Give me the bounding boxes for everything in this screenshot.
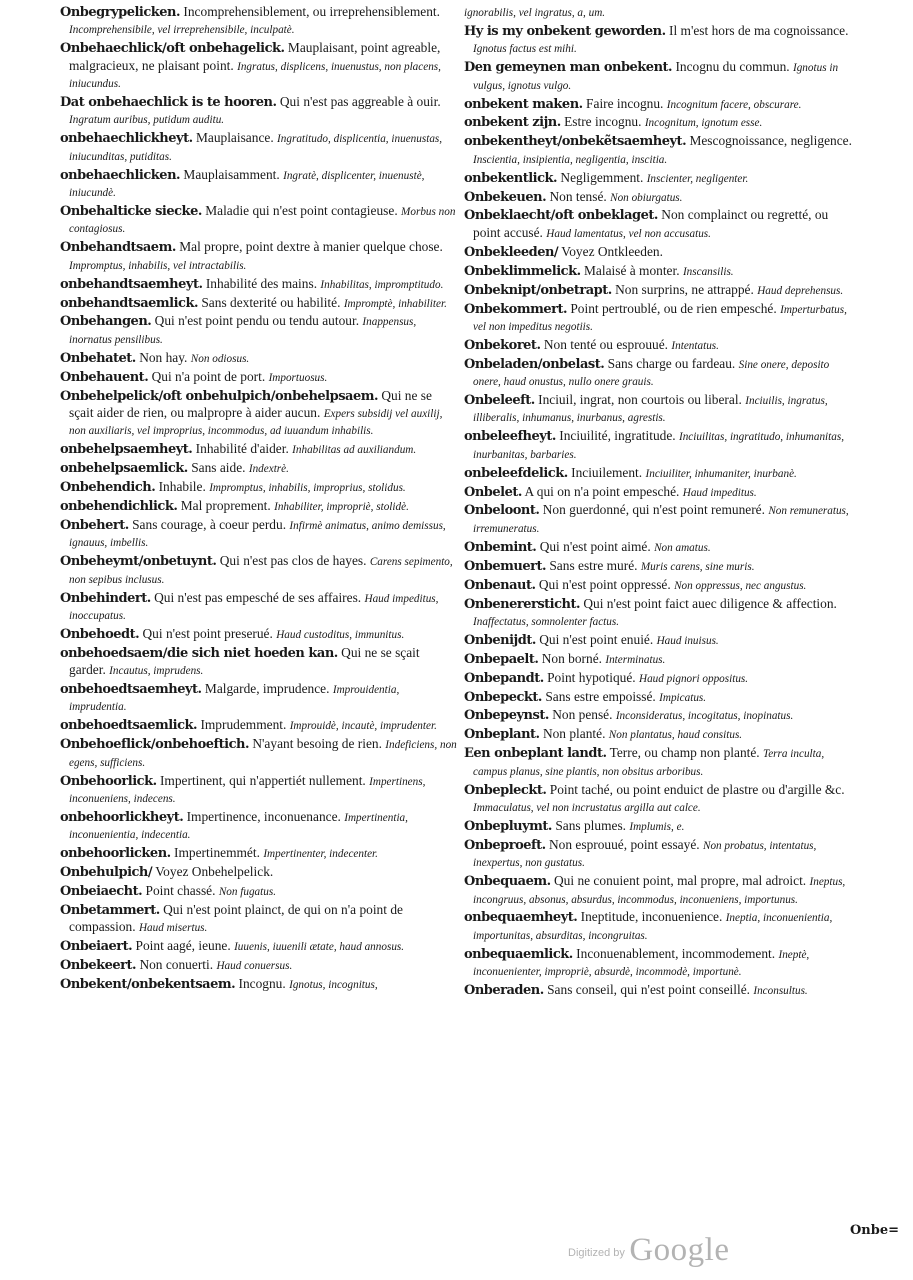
latin-gloss: Impertinens, inconueniens, indecens. <box>69 775 426 805</box>
dictionary-entry <box>60 350 458 367</box>
headword: Onbehulpich/ <box>60 865 153 881</box>
latin-gloss: Haud lamentatus, vel non accusatus. <box>546 227 711 240</box>
dictionary-entry <box>464 502 858 537</box>
french-gloss: Qui n'est point plainct, de qui on n'a point de compassion. <box>69 901 403 935</box>
latin-gloss: Haud deprehensus. <box>757 284 844 297</box>
french-gloss: Inhabile. <box>158 479 206 495</box>
latin-gloss: Impertinenter, indecenter. <box>263 848 378 861</box>
dictionary-entry <box>60 773 458 808</box>
dictionary-entry <box>60 276 458 293</box>
french-gloss: Sans aide. <box>191 460 246 476</box>
french-gloss: Mauplaisamment. <box>183 166 280 182</box>
french-gloss: Point pertroublé, ou de rien empesché. <box>570 300 777 316</box>
headword: Onbekeuen. <box>464 189 547 205</box>
dictionary-entry <box>464 689 858 706</box>
dictionary-entry <box>464 170 858 187</box>
french-gloss: Sans estre empoissé. <box>545 688 656 704</box>
dictionary-entry <box>60 498 458 515</box>
french-gloss: Imprudemment. <box>200 717 287 733</box>
dictionary-entry <box>60 130 458 165</box>
headword: Onbeiaecht. <box>60 884 143 899</box>
french-gloss: Qui n'est point preserué. <box>142 625 273 641</box>
dictionary-entry <box>464 428 858 463</box>
headword: Onbeheymt/onbetuynt. <box>60 554 217 570</box>
dictionary-entry <box>60 203 458 238</box>
latin-gloss: Non oppressus, nec angustus. <box>674 579 807 592</box>
headword: Onbehert. <box>60 517 129 533</box>
headword: onbehelpsaemheyt. <box>60 442 193 458</box>
latin-gloss: Inscientia, insipientia, negligentia, inscitia. <box>473 153 668 166</box>
latin-gloss: Non obiurgatus. <box>610 191 683 204</box>
latin-gloss: Inscansilis. <box>682 265 734 278</box>
french-gloss: Inciuil, ingrat, non courtois ou liberal. <box>538 392 742 408</box>
dictionary-entry <box>60 626 458 643</box>
french-gloss: Maladie qui n'est point contagieuse. <box>205 202 398 218</box>
dictionary-entry <box>60 902 458 937</box>
dictionary-entry <box>60 40 458 92</box>
dictionary-entry <box>60 167 458 202</box>
french-gloss: Malaisé à monter. <box>584 262 680 278</box>
dictionary-entry <box>464 946 858 981</box>
dictionary-entry <box>60 845 458 862</box>
headword: Onbepeynst. <box>464 708 549 724</box>
french-gloss: Sans courage, à coeur perdu. <box>132 516 287 532</box>
headword: Onbehalticke siecke. <box>60 203 202 219</box>
dictionary-entry <box>464 282 858 299</box>
french-gloss: Sans conseil, qui n'est point conseillé. <box>547 982 750 998</box>
dictionary-entry <box>464 244 858 261</box>
latin-gloss: Haud conuersus. <box>216 960 293 973</box>
headword: Onbeklimmelick. <box>464 263 581 279</box>
latin-gloss: Immaculatus, vel non incrustatus argilla aut calce. <box>473 801 701 814</box>
latin-gloss: Ignotus in vulgus, ignotus vulgo. <box>473 62 839 92</box>
latin-gloss: Ingratus, displicens, inuenustus, non placens, iniucundus. <box>69 60 441 91</box>
dictionary-entry <box>60 590 458 625</box>
french-gloss: Terre, ou champ non planté. <box>609 745 760 761</box>
french-gloss: Negligemment. <box>560 169 644 185</box>
headword: Onbehandtsaem. <box>60 240 176 256</box>
dictionary-entry <box>60 94 458 129</box>
latin-gloss: Non remuneratus, irremuneratus. <box>473 505 849 535</box>
dictionary-entry <box>60 809 458 844</box>
latin-gloss: Inhabiliter, impropriè, stolidè. <box>274 500 409 513</box>
headword: Onbepandt. <box>464 670 544 686</box>
dictionary-entry <box>464 301 858 336</box>
dictionary-entry <box>464 873 858 908</box>
headword: Onbepluymt. <box>464 818 552 834</box>
catchword: Onbe= <box>849 1223 899 1238</box>
headword: onbehaechlickheyt. <box>60 131 193 147</box>
headword: onbehoorlicken. <box>60 846 171 862</box>
dictionary-entry <box>464 465 858 482</box>
latin-gloss: Inciuilitas, ingratitudo, inhumanitas, inurbanitas, barbaries. <box>473 431 845 461</box>
latin-gloss: Non fugatus. <box>218 886 277 898</box>
french-gloss: Il m'est hors de ma cognoissance. <box>669 22 849 38</box>
french-gloss: Point hypotiqué. <box>547 669 636 685</box>
headword: Onbehoedt. <box>60 626 140 642</box>
dictionary-entry <box>464 4 858 21</box>
french-gloss: Qui n'est pas clos de hayes. <box>219 553 367 569</box>
dictionary-entry <box>60 295 458 312</box>
headword: Onbehaechlick/oft onbehagelick. <box>60 41 285 57</box>
latin-gloss: Non amatus. <box>654 541 711 554</box>
latin-gloss: Impicatus. <box>659 691 707 704</box>
dictionary-entry <box>464 632 858 649</box>
french-gloss: Estre incognu. <box>564 114 642 130</box>
french-gloss: Mal proprement. <box>180 497 271 513</box>
dictionary-entry <box>60 864 458 881</box>
latin-gloss: Inappensus, inornatus pensilibus. <box>69 316 417 346</box>
dictionary-entry <box>464 837 858 872</box>
headword: Onbenijdt. <box>464 632 536 648</box>
dictionary-entry <box>60 717 458 734</box>
french-gloss: Qui n'est point pendu ou tendu autour. <box>154 313 360 329</box>
french-gloss: Qui n'est point aimé. <box>539 538 651 554</box>
headword: Onbekleeden/ <box>464 244 559 260</box>
french-gloss: Non surprins, ne attrappé. <box>615 281 754 297</box>
dictionary-entry <box>464 189 858 206</box>
dictionary-entry <box>464 114 858 131</box>
french-gloss: Non hay. <box>139 349 188 365</box>
french-gloss: Non conuerti. <box>139 957 214 973</box>
right-column <box>464 4 858 1001</box>
french-gloss: Non tensé. <box>549 188 607 204</box>
dictionary-entry <box>464 337 858 354</box>
dictionary-entry <box>464 745 858 780</box>
french-gloss: Non esprouué, point essayé. <box>549 836 700 852</box>
dictionary-entry <box>60 388 458 440</box>
french-gloss: Qui n'a point de port. <box>151 368 266 384</box>
headword: Onbekeert. <box>60 958 137 974</box>
latin-gloss: Implumis, e. <box>629 820 685 833</box>
headword: onbehandtsaemlick. <box>60 295 198 311</box>
dictionary-entry <box>60 460 458 477</box>
french-gloss: Qui n'est pas aggreable à ouir. <box>279 94 441 110</box>
headword: Onbekommert. <box>464 301 567 317</box>
french-gloss: Sans plumes. <box>555 817 627 833</box>
french-gloss: Sans charge ou fardeau. <box>607 355 736 371</box>
dictionary-entry <box>464 651 858 668</box>
headword: Onbeladen/onbelast. <box>464 356 605 372</box>
headword: Onbetammert. <box>60 902 160 918</box>
headword: onbekent maken. <box>464 96 583 112</box>
french-gloss: Sans dexterité ou habilité. <box>201 294 341 310</box>
latin-gloss: Inconsultus. <box>753 985 808 998</box>
latin-gloss: Ineptè, inconuenienter, impropriè, absurdè, incommodè, importunè. <box>473 948 810 979</box>
watermark-prefix: Digitized by <box>568 1247 625 1259</box>
headword: Onbelet. <box>464 484 522 500</box>
headword: Dat onbehaechlick is te hooren. <box>60 95 277 111</box>
headword: Onbenaut. <box>464 577 536 593</box>
headword: Onbehatet. <box>60 350 136 366</box>
dictionary-entry <box>464 96 858 113</box>
headword: onbekentlick. <box>464 170 558 186</box>
latin-gloss: Expers subsidij vel auxilij, non auxiliaris, vel improprius, incommodus, ad iuuandum inhabilis. <box>69 407 443 438</box>
latin-gloss: Inciuiliter, inhumaniter, inurbanè. <box>645 467 797 480</box>
headword: Onbeleeft. <box>464 393 535 409</box>
french-gloss: Qui ne se sçait aider de rien, ou malpropre à aider aucun. <box>69 387 432 420</box>
dictionary-entry <box>60 957 458 974</box>
french-gloss: Inciuilité, ingratitude. <box>559 428 676 444</box>
latin-gloss: Haud inuisus. <box>656 634 719 647</box>
dictionary-entry <box>60 4 458 39</box>
dictionary-entry <box>464 577 858 594</box>
latin-gloss: Inscienter, negligenter. <box>646 172 749 185</box>
french-gloss: Mauplaisance. <box>195 130 274 146</box>
french-gloss: Point aagé, ieune. <box>135 938 231 954</box>
french-gloss: Point taché, ou point enduict de plastre ou d'argille &c. <box>549 781 845 797</box>
latin-gloss: Improuidè, incautè, imprudenter. <box>289 720 437 733</box>
headword: onbeleefdelick. <box>464 465 568 481</box>
latin-gloss: Inconsideratus, incogitatus, inopinatus. <box>615 710 794 723</box>
headword: onbehandtsaemheyt. <box>60 276 203 292</box>
dictionary-entry <box>464 392 858 427</box>
headword: onbehelpsaemlick. <box>60 461 188 477</box>
headword: Hy is my onbekent geworden. <box>464 23 666 39</box>
dictionary-entry <box>60 938 458 955</box>
latin-gloss: Inaffectatus, somnolenter factus. <box>473 615 620 628</box>
headword: Onbehendich. <box>60 480 156 496</box>
headword: onbehoorlickheyt. <box>60 809 184 825</box>
latin-gloss: Ineptia, inconuenientia, importunitas, absurditas, incongruitas. <box>473 912 833 942</box>
headword: Onbehoorlick. <box>60 773 157 789</box>
dictionary-entry <box>464 982 858 999</box>
latin-gloss: Carens sepimento, non sepibus inclusus. <box>69 556 453 586</box>
left-column <box>60 4 458 995</box>
latin-gloss: Impromptus, inhabilis, improprius, stolidus. <box>209 482 406 495</box>
headword: Onbeproeft. <box>464 837 546 853</box>
french-gloss: Non planté. <box>542 726 606 742</box>
headword: Onbeplant. <box>464 727 540 743</box>
headword: Onbeloont. <box>464 503 540 519</box>
latin-gloss: Inhabilitas ad auxiliandum. <box>292 444 417 457</box>
dictionary-entry <box>464 596 858 631</box>
dictionary-entry <box>60 736 458 771</box>
french-gloss: Incognu. <box>238 976 286 992</box>
headword: Onbegrypelicken. <box>60 5 181 20</box>
dictionary-entry <box>464 782 858 817</box>
latin-gloss: Inhabilitas, impromptitudo. <box>320 278 444 291</box>
french-gloss: Sans estre muré. <box>549 557 638 573</box>
latin-gloss: Ineptus, incongruus, absonus, absurdus, incommodus, inconueniens, importunus. <box>473 876 846 906</box>
french-gloss: Inconuenablement, incommodement. <box>576 945 776 961</box>
french-gloss: Mescognoissance, negligence. <box>689 133 852 149</box>
french-gloss: Non pensé. <box>552 707 613 723</box>
french-gloss: Inciuilement. <box>571 464 643 480</box>
dictionary-entry <box>464 670 858 687</box>
latin-gloss: Iuuenis, iuuenili ætate, haud annosus. <box>234 941 405 954</box>
headword: onbehoedtsaemheyt. <box>60 682 202 698</box>
dictionary-entry <box>60 369 458 386</box>
headword: onbeleefheyt. <box>464 429 556 445</box>
french-gloss: Qui ne conuient point, mal propre, mal adroict. <box>554 873 807 889</box>
french-gloss: Qui n'est point enuié. <box>539 631 654 647</box>
headword: onbehoedsaem/die sich niet hoeden kan. <box>60 645 338 661</box>
watermark-brand: Google <box>629 1232 730 1268</box>
dictionary-entry <box>464 558 858 575</box>
latin-gloss: Non odiosus. <box>190 352 250 365</box>
latin-gloss: Haud custoditus, immunitus. <box>276 628 405 641</box>
latin-gloss: Haud pignori oppositus. <box>638 672 749 685</box>
dictionary-entry <box>464 909 858 944</box>
headword: Onbepleckt. <box>464 782 547 798</box>
dictionary-entry <box>464 818 858 835</box>
french-gloss: Non tenté ou esprouué. <box>543 336 669 352</box>
latin-gloss: Indextrè. <box>248 463 289 476</box>
latin-gloss: Ingratum auribus, putidum auditu. <box>69 114 225 127</box>
latin-gloss: Imperturbatus, vel non impeditus negotiis. <box>473 303 847 333</box>
dictionary-entry <box>60 313 458 348</box>
french-gloss: Non guerdonné, qui n'est point remuneré. <box>542 502 765 518</box>
latin-gloss: Ignotus, incognitus, <box>289 979 378 992</box>
french-gloss: Point chassé. <box>145 883 216 898</box>
latin-gloss: Ignotus factus est mihi. <box>473 43 577 56</box>
french-gloss: Malgarde, imprudence. <box>204 681 330 697</box>
french-gloss: Mal propre, point dextre à manier quelque chose. <box>179 239 443 255</box>
latin-gloss: Impromptus, inhabilis, vel intractabilis. <box>69 259 247 272</box>
headword: onbehoedtsaemlick. <box>60 718 198 734</box>
french-gloss: N'ayant besoing de rien. <box>252 736 382 752</box>
dictionary-entry <box>464 726 858 743</box>
headword: Onbekoret. <box>464 337 541 353</box>
dictionary-entry <box>464 133 858 168</box>
headword: Onbepaelt. <box>464 651 539 667</box>
french-gloss: Inhabilité des mains. <box>205 275 318 291</box>
headword: onbequaemlick. <box>464 946 573 962</box>
dictionary-entry <box>60 645 458 680</box>
latin-gloss: Improuidentia, imprudentia. <box>69 684 400 714</box>
dictionary-entry <box>464 59 858 94</box>
latin-gloss: Ingratè, displicenter, inuenustè, iniucundè. <box>69 169 425 200</box>
latin-gloss: Haud impeditus. <box>682 486 757 499</box>
french-gloss: Qui ne se sçait garder. <box>69 644 420 678</box>
latin-gloss: Morbus non contagiosus. <box>69 205 456 236</box>
french-gloss: Non borné. <box>541 650 602 666</box>
latin-gloss: Interminatus. <box>605 653 666 666</box>
headword: onbekentheyt/onbekẽtsaemheyt. <box>464 134 687 150</box>
french-gloss: Impertinemmét. <box>174 845 260 861</box>
dictionary-entry <box>60 976 458 993</box>
headword: Den gemeynen man onbekent. <box>464 60 673 76</box>
latin-gloss: Impromptè, inhabiliter. <box>343 297 447 310</box>
dictionary-entry <box>464 23 858 58</box>
dictionary-entry <box>60 441 458 458</box>
headword: Onbenerersticht. <box>464 596 580 612</box>
latin-gloss: Sine onere, deposito onere, haud onustus, nullo onere grauis. <box>473 358 830 389</box>
headword: Een onbeplant landt. <box>464 746 607 762</box>
french-gloss: A qui on n'a point empesché. <box>524 483 680 499</box>
french-gloss: Impertinence, inconuenance. <box>186 808 341 824</box>
latin-gloss: Haud misertus. <box>138 922 208 935</box>
latin-gloss: Non plantatus, haud consitus. <box>608 729 743 742</box>
headword: Onbehangen. <box>60 314 152 330</box>
latin-gloss: Infirmè animatus, animo demissus, ignauus, imbellis. <box>69 519 446 550</box>
headword: Onbemuert. <box>464 558 546 574</box>
headword: Onbemint. <box>464 539 537 555</box>
french-gloss: Faire incognu. <box>586 95 664 111</box>
headword: Onbepeckt. <box>464 689 542 705</box>
french-gloss: Incomprehensiblement, ou irreprehensiblement. <box>183 4 440 19</box>
french-gloss: Qui n'est point oppressé. <box>538 576 671 592</box>
french-gloss: Inhabilité d'aider. <box>195 441 289 457</box>
latin-gloss: Importuosus. <box>268 371 328 384</box>
french-gloss: Qui n'est point faict auec diligence & affection. <box>583 595 837 611</box>
dictionary-entry <box>60 883 458 900</box>
headword: Onbeklaecht/oft onbeklaget. <box>464 208 658 224</box>
latin-gloss: Haud impeditus, inoccupatus. <box>69 592 439 622</box>
latin-gloss: Incognitum facere, obscurare. <box>666 98 802 111</box>
headword: onbequaemheyt. <box>464 910 578 926</box>
headword: Onbeknipt/onbetrapt. <box>464 282 612 298</box>
headword: Onbekent/onbekentsaem. <box>60 977 236 993</box>
latin-gloss: Indeficiens, non egens, sufficiens. <box>69 739 457 769</box>
dictionary-entry <box>464 207 858 242</box>
dictionary-entry <box>60 681 458 716</box>
google-watermark <box>568 1232 729 1269</box>
french-gloss: Mauplaisant, point agreable, malgracieux, ne plaisant point. <box>69 40 441 73</box>
latin-gloss: Incognitum, ignotum esse. <box>644 117 763 130</box>
headword: Onbeiaert. <box>60 939 133 955</box>
dictionary-entry <box>60 517 458 552</box>
french-gloss: Non complainct ou regretté, ou point accusé. <box>473 207 829 240</box>
latin-gloss: Incautus, imprudens. <box>109 665 204 678</box>
latin-gloss: Terra inculta, campus planus, sine plantis, non obsitus arboribus. <box>473 748 825 778</box>
latin-gloss: Incomprehensibile, vel irreprehensibile, inculpatè. <box>69 24 295 37</box>
headword: Onbequaem. <box>464 874 551 890</box>
latin-gloss: Intentatus. <box>671 339 719 352</box>
dictionary-entry <box>60 479 458 496</box>
french-gloss: Voyez Ontkleeden. <box>561 243 663 259</box>
headword: Onberaden. <box>464 983 544 999</box>
headword: Onbehelpelick/oft onbehulpich/onbehelpsaem. <box>60 388 378 404</box>
headword: Onbehindert. <box>60 590 151 606</box>
latin-gloss: Non probatus, intentatus, inexpertus, non gustatus. <box>473 839 817 870</box>
french-gloss: Incognu du commun. <box>675 59 790 75</box>
latin-gloss: Muris carens, sine muris. <box>640 560 755 573</box>
dictionary-entry <box>464 263 858 280</box>
dictionary-entry <box>464 484 858 501</box>
french-gloss: Impertinent, qui n'appertiét nullement. <box>159 772 366 788</box>
latin-gloss: Ingratitudo, displicentia, inuenustas, iniucunditas, putiditas. <box>69 133 443 163</box>
dictionary-entry <box>60 239 458 274</box>
french-gloss: Qui n'est pas empesché de ses affaires. <box>154 589 362 605</box>
dictionary-entry <box>60 553 458 588</box>
french-gloss: Ineptitude, inconuenience. <box>580 909 723 925</box>
headword: onbekent zijn. <box>464 115 561 131</box>
latin-gloss: Inciuilis, ingratus, illiberalis, inhumanus, inurbanus, agrestis. <box>473 395 828 425</box>
headword: onbehaechlicken. <box>60 167 181 183</box>
dictionary-entry <box>464 356 858 391</box>
dictionary-entry <box>464 707 858 724</box>
french-gloss: Voyez Onbehelpelick. <box>155 864 274 880</box>
headword: Onbehauent. <box>60 369 149 385</box>
latin-gloss: Impertinentia, inconuenientia, indecentia. <box>69 811 408 842</box>
headword: Onbehoeflick/onbehoeftich. <box>60 737 249 753</box>
latin-gloss: ignorabilis, vel ingratus, a, um. <box>464 7 606 19</box>
headword: onbehendichlick. <box>60 498 178 514</box>
dictionary-entry <box>464 539 858 556</box>
